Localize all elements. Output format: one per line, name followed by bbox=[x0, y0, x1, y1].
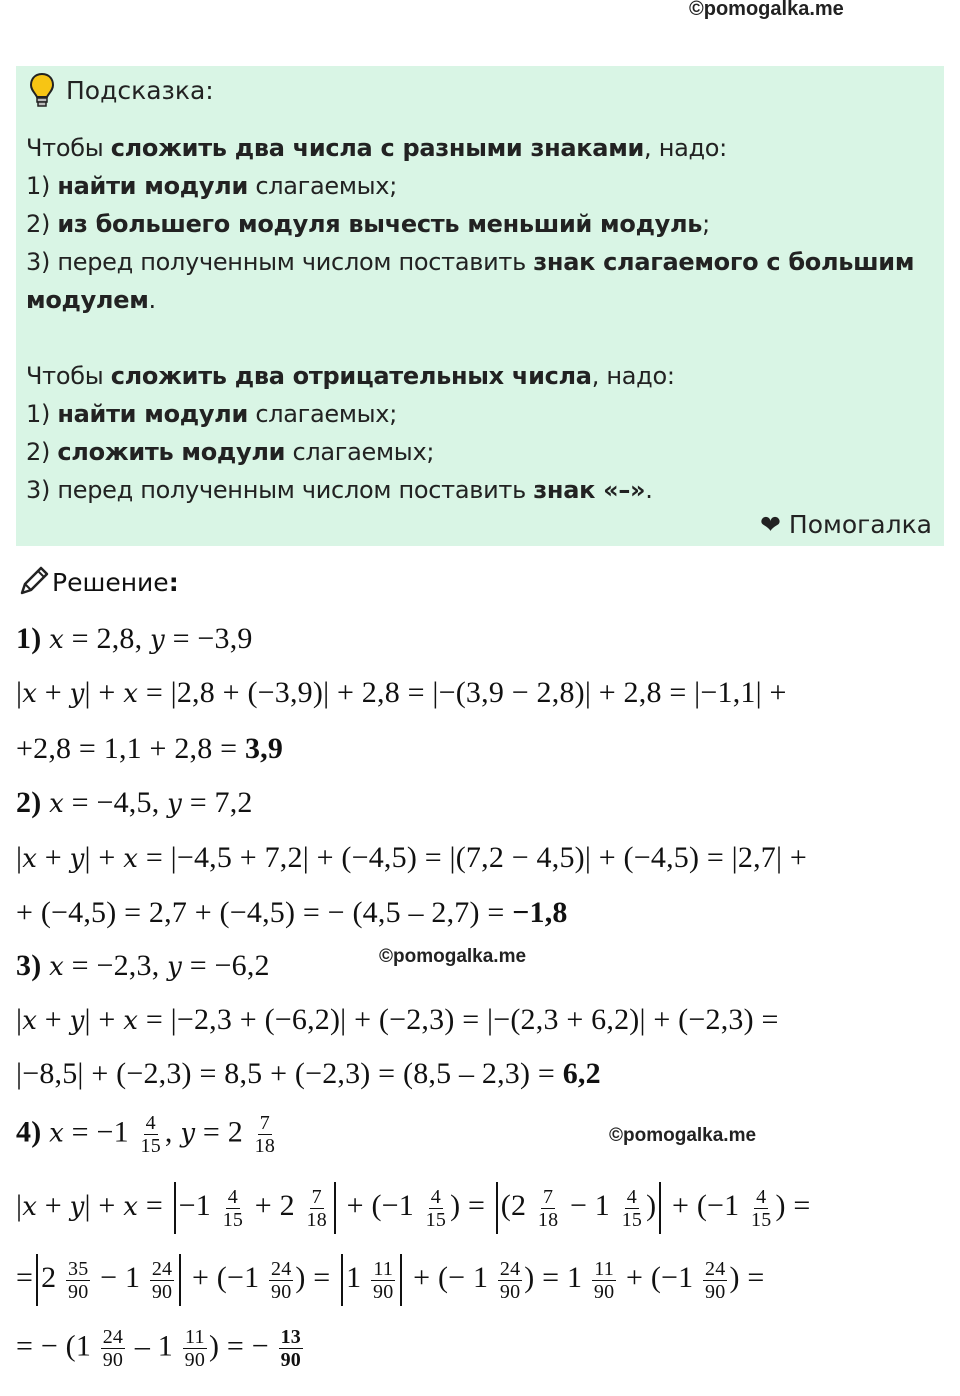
lightbulb-icon bbox=[28, 71, 56, 111]
hint-rule1-step3-cont: модулем. bbox=[26, 286, 156, 314]
part4-line2: = 2 $\frac{35}{90}$ − 1 $\frac{24}{90}$ + (−1 $\frac{24}{90}$ ) = 1 $\frac{11}{90}$ + (− 1 $\frac{24}{90}$ ) = 1 $\frac{11}{90}$ + (−1 $\frac{24}{90}$ ) = bbox=[16, 1254, 764, 1306]
part2-line1: |x + y| + x = |−4,5 + 7,2| + (−4,5) = |(7,2 − 4,5)| + (−4,5) = |2,7| + bbox=[16, 841, 808, 874]
pencil-icon bbox=[16, 563, 52, 599]
hint-title: Подсказка: bbox=[66, 76, 214, 105]
part2-condition: 2) x = −4,5, y = 7,2 bbox=[16, 786, 253, 819]
part3-condition: 3) x = −2,3, y = −6,2 bbox=[16, 949, 270, 982]
hint-signature: ❤ Помогалка bbox=[759, 510, 932, 539]
hint-rule2-step3: 3) перед полученным числом поставить знак «–». bbox=[26, 476, 653, 504]
heart-icon: ❤ bbox=[759, 510, 781, 539]
part1-condition: 1) x = 2,8, y = −3,9 bbox=[16, 622, 253, 655]
part4-line1: |x + y| + x = −1 $\frac{4}{15}$ + 2 $\frac{7}{18}$ + (−1 $\frac{4}{15}$ ) = (2 $\frac{7}{18}$ − 1 $\frac{4}{15}$ ) + (−1 $\frac{4}{15}$ ) = bbox=[16, 1182, 810, 1234]
part4-line3: = − (1 $\frac{24}{90}$ – 1 $\frac{11}{90}$ ) = − $\frac{13}{90}$ bbox=[16, 1326, 301, 1371]
hint-rule1-step3: 3) перед полученным числом поставить знак слагаемого с большим bbox=[26, 248, 915, 276]
hint-rule1-step2: 2) из большего модуля вычесть меньший модуль; bbox=[26, 210, 710, 238]
part3-line2: |−8,5| + (−2,3) = 8,5 + (−2,3) = (8,5 – 2,3) = 6,2 bbox=[16, 1057, 601, 1090]
solution-heading: Решение: bbox=[16, 563, 179, 599]
part2-line2: + (−4,5) = 2,7 + (−4,5) = − (4,5 – 2,7) = −1,8 bbox=[16, 896, 568, 929]
hint-box bbox=[16, 66, 944, 546]
part1-line2: +2,8 = 1,1 + 2,8 = 3,9 bbox=[16, 732, 284, 765]
watermark: ©pomogalka.me bbox=[379, 946, 527, 967]
hint-rule2-intro: Чтобы сложить два отрицательных числа, надо: bbox=[26, 362, 675, 390]
hint-rule2-step2: 2) сложить модули слагаемых; bbox=[26, 438, 435, 466]
hint-rule1-intro: Чтобы сложить два числа с разными знаками, надо: bbox=[26, 134, 727, 162]
watermark: ©pomogalka.me bbox=[689, 0, 844, 20]
watermark: ©pomogalka.me bbox=[609, 1125, 757, 1146]
hint-rule2-step1: 1) найти модули слагаемых; bbox=[26, 400, 397, 428]
part1-line1: |x + y| + x = |2,8 + (−3,9)| + 2,8 = |−(3,9 − 2,8)| + 2,8 = |−1,1| + bbox=[16, 676, 787, 709]
part4-condition: 4) x = −1 $\frac{4}{15}$ , y = 2 $\frac{7}{18}$ bbox=[16, 1112, 276, 1157]
part3-line1: |x + y| + x = |−2,3 + (−6,2)| + (−2,3) = |−(2,3 + 6,2)| + (−2,3) = bbox=[16, 1003, 779, 1036]
hint-rule1-step1: 1) найти модули слагаемых; bbox=[26, 172, 397, 200]
